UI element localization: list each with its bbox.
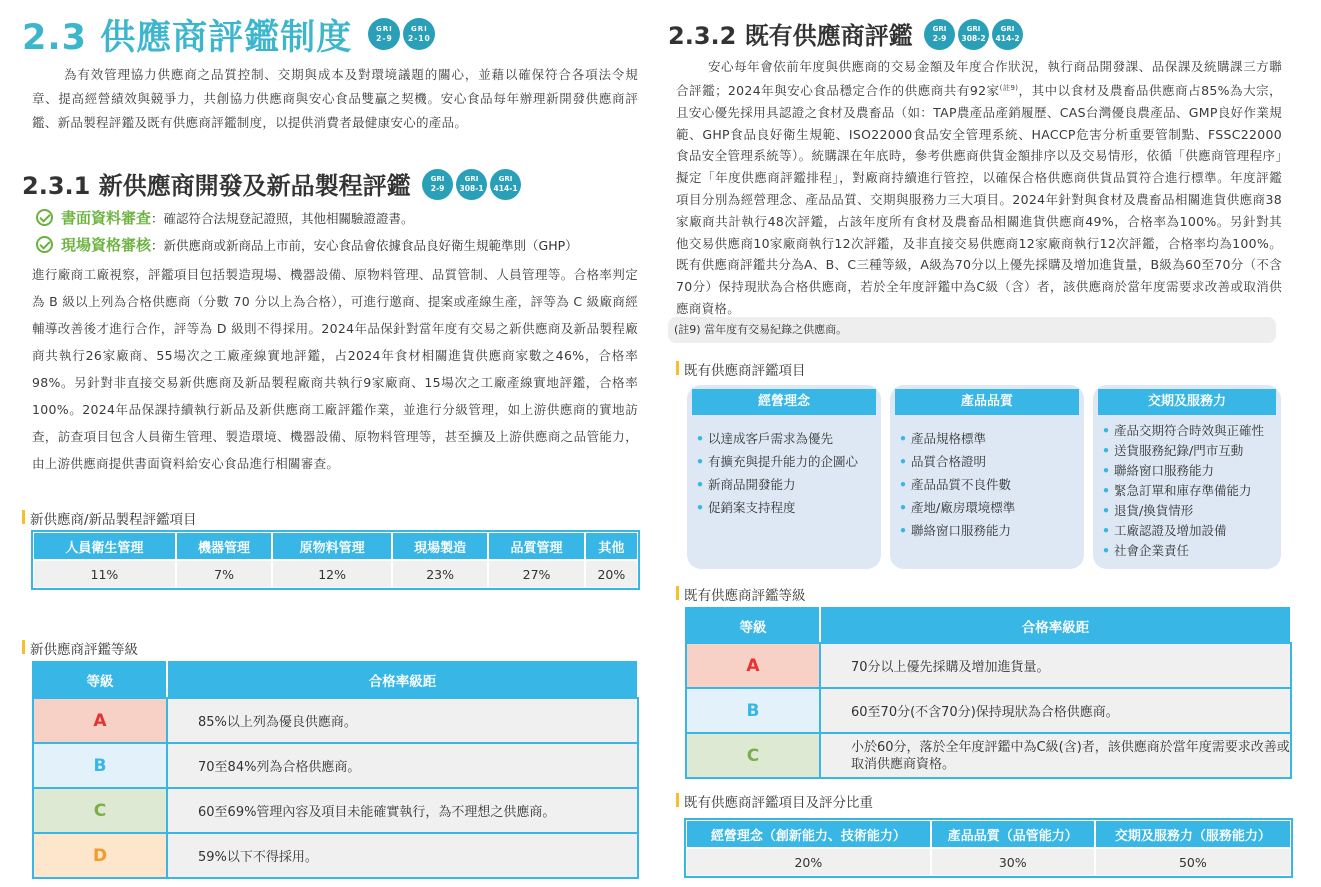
column-header: 經營理念（創新能力、技術能力）: [686, 820, 931, 848]
footnote: (註9) 當年度有交易紀錄之供應商。: [668, 317, 1276, 343]
grade-cell: C: [686, 733, 820, 778]
table-cell: 20%: [585, 560, 638, 588]
card-quality: [890, 385, 1084, 569]
grade-desc: 70至84%列為合格供應商。: [167, 743, 638, 788]
list-item: • 促銷案支持程度: [696, 496, 881, 519]
gri-badge-icon: GRI 2-10: [403, 18, 435, 50]
grade-cell: C: [33, 788, 167, 833]
grade-cell: A: [33, 698, 167, 743]
table-cell: 30%: [931, 848, 1095, 876]
list-item: • 產地/廠房環境標準: [899, 496, 1084, 519]
list-item: • 有擴充與提升能力的企圖心: [696, 450, 881, 473]
card-title: 經營理念: [692, 389, 876, 415]
gri-badge-icon: GRI 2-9: [368, 18, 400, 50]
gri-badge-icon: GRI 414-1: [490, 169, 521, 200]
subsection-title-new-supplier: 2.3.1 新供應商開發及新品製程評鑑 GRI 2-9 GRI 308-1 GRI 414-1: [22, 166, 521, 203]
list-item: • 退貨/換貨情形: [1102, 501, 1281, 521]
check-onsite-review: 現場資格審核：新供應商或新商品上市前，安心食品會依據食品良好衛生規範準則（GHP）: [36, 233, 578, 258]
column-header: 等級: [33, 662, 167, 698]
check-document-review: 書面資料審查：確認符合法規登記證照，其他相關驗證證書。: [36, 206, 414, 231]
existing-ratio-table: [685, 819, 1292, 877]
grade-desc: 小於60分，落於全年度評鑑中為C級(含)者，該供應商於當年度需要求改善或取消供應商資格。: [820, 733, 1291, 778]
list-item: • 產品品質不良件數: [899, 473, 1084, 496]
grade-desc: 70分以上優先採購及增加進貨量。: [820, 643, 1291, 688]
list-item: • 聯絡窗口服務能力: [1102, 461, 1281, 481]
column-header: 產品品質（品管能力）: [931, 820, 1095, 848]
list-item: • 新商品開發能力: [696, 473, 881, 496]
column-header: 其他: [585, 532, 638, 560]
grade-desc: 85%以上列為優良供應商。: [167, 698, 638, 743]
grade-desc: 59%以下不得採用。: [167, 833, 638, 878]
existing-ratio-title: 既有供應商評鑑項目及評分比重: [676, 791, 873, 811]
table-cell: 27%: [488, 560, 584, 588]
table-cell: 50%: [1095, 848, 1291, 876]
new-grade-table: [32, 661, 639, 879]
list-item: • 產品規格標準: [899, 427, 1084, 450]
gri-badge-icon: GRI 2-9: [924, 19, 955, 50]
grade-desc: 60至69%管理內容及項目未能確實執行，為不理想之供應商。: [167, 788, 638, 833]
list-item: • 緊急訂單和庫存準備能力: [1102, 481, 1281, 501]
list-item: • 社會企業責任: [1102, 541, 1281, 561]
gri-badge-icon: GRI 308-2: [958, 19, 989, 50]
intro-paragraph: 為有效管理協力供應商之品質控制、交期與成本及對環境議題的關心，並藉以確保符合各項法令規章、提高經營績效與競爭力，共創協力供應商與安心食品雙贏之契機。安心食品每年辦理新開發供應商評鑑、新品製程評鑑及既有供應商評鑑制度，以提供消費者最健康安心的產品。: [32, 67, 638, 130]
table-cell: 23%: [392, 560, 488, 588]
new-items-title: 新供應商/新品製程評鑑項目: [22, 508, 197, 528]
table-row: [686, 688, 1291, 733]
column-header: 交期及服務力（服務能力）: [1095, 820, 1291, 848]
existing-grade-title: 既有供應商評鑑等級: [676, 584, 806, 604]
table-cell: 11%: [33, 560, 176, 588]
column-header: 品質管理: [488, 532, 584, 560]
card-delivery-service: [1093, 385, 1281, 569]
card-management: [687, 385, 881, 569]
list-item: • 產品交期符合時效與正確性: [1102, 421, 1281, 441]
gri-badge-icon: GRI 2-9: [422, 169, 453, 200]
table-row: [686, 643, 1291, 688]
column-header: 等級: [686, 608, 820, 643]
existing-supplier-body: 安心每年會依前年度與供應商的交易金額及年度合作狀況，執行商品開發課、品保課及統購課三方聯合評鑑；2024年與安心食品穩定合作的供應商共有92家$^{(註9)}$，其中以食材及農畜品供應商占85%為大宗，且安心優先採用具認證之食材及農畜品（如：TAP農產品產銷履歷、CAS台灣優良農產品、GMP良好作業規範、GHP食品良好衛生規範、ISO22000食品安全管理系統、HACCP危害分析重要管制點、FSSC22000食品安全管理系統等）。統購課在年底時，參考供應商供貨金額排序以及交易情形，依循「供應商管理程序」擬定「年度供應商評鑑排程」，對廠商持續進行管控，以確保合格供應商供貨品質符合進行標準。年度評鑑項目分別為經營理念、產品品質、交期與服務力三大項目。2024年針對與食材及農畜品相關進貨供應商38家廠商共計執行48次評鑑，占該年度所有食材及農畜品相關進貨供應商49%，合格率為100%。另針對其他交易供應商10家廠商執行12次評鑑，及非直接交易供應商12家廠商執行12次評鑑，合格率均為100%。既有供應商評鑑共分為A、B、C三種等級，A級為70分以上優先採購及增加進貨量，B級為60至70分（不含70分）保持現狀為合格供應商，若於全年度評鑑中為C級（含）者，該供應商於當年度需要求改善或取消供應商資格。: [676, 59, 1282, 316]
check-circle-icon: [36, 209, 53, 226]
grade-cell: A: [686, 643, 820, 688]
list-item: • 以達成客戶需求為優先: [696, 427, 881, 450]
column-header: 原物料管理: [272, 532, 392, 560]
list-item: • 送貨服務紀錄/門市互動: [1102, 441, 1281, 461]
list-item: • 品質合格證明: [899, 450, 1084, 473]
grade-cell: B: [686, 688, 820, 733]
table-row: [33, 788, 638, 833]
table-cell: 7%: [176, 560, 272, 588]
column-header: 人員衛生管理: [33, 532, 176, 560]
section-title-text: 2.3 供應商評鑑制度: [22, 18, 353, 58]
section-title: [22, 10, 435, 60]
table-row: [33, 743, 638, 788]
existing-grade-table: [685, 607, 1292, 779]
new-grade-title: 新供應商評鑑等級: [22, 638, 138, 658]
table-cell: 12%: [272, 560, 392, 588]
column-header: 合格率級距: [820, 608, 1291, 643]
list-item: • 聯絡窗口服務能力: [899, 519, 1084, 542]
check-circle-icon: [36, 236, 53, 253]
grade-cell: B: [33, 743, 167, 788]
gri-badge-icon: GRI 308-1: [456, 169, 487, 200]
existing-items-title: 既有供應商評鑑項目: [676, 359, 806, 379]
grade-desc: 60至70分(不含70分)保持現狀為合格供應商。: [820, 688, 1291, 733]
table-row: [686, 733, 1291, 778]
column-header: 現場製造: [392, 532, 488, 560]
card-title: 產品品質: [895, 389, 1079, 415]
gri-badge-icon: GRI 414-2: [992, 19, 1023, 50]
grade-cell: D: [33, 833, 167, 878]
table-cell: 20%: [686, 848, 931, 876]
new-supplier-body: 進行廠商工廠視察，評鑑項目包括製造現場、機器設備、原物料管理、品質管制、人員管理等。合格率判定為 B 級以上列為合格供應商（分數 70 分以上為合格），可進行邀商、提案或產線生產，評等為 C 級廠商經輔導改善後才進行合作，評等為 D 級則不得採用。2024年品保針對當年度有交易之新供應商及新品製程廠商共執行26家廠商、55場次之工廠產線實地評鑑，占2024年食材相關進貨供應商家數之46%，合格率98%。另針對非直接交易新供應商及新品製程廠商共執行9家廠商、15場次之工廠產線實地評鑑，合格率100%。2024年品保課持續執行新品及新供應商工廠評鑑作業，並進行分級管理，如上游供應商的實地訪查，訪查項目包含人員衛生管理、製造環境、機器設備、原物料管理等，甚至擴及上游供應商之品管能力，由上游供應商提供書面資料給安心食品進行相關審查。: [32, 267, 638, 471]
table-row: [33, 698, 638, 743]
subsection-title-existing-supplier: 2.3.2 既有供應商評鑑 GRI 2-9 GRI 308-2 GRI 414-2: [668, 16, 1023, 53]
table-row: [33, 833, 638, 878]
card-title: 交期及服務力: [1098, 389, 1276, 415]
list-item: • 工廠認證及增加設備: [1102, 521, 1281, 541]
new-items-table: [32, 531, 639, 589]
column-header: 合格率級距: [167, 662, 638, 698]
column-header: 機器管理: [176, 532, 272, 560]
